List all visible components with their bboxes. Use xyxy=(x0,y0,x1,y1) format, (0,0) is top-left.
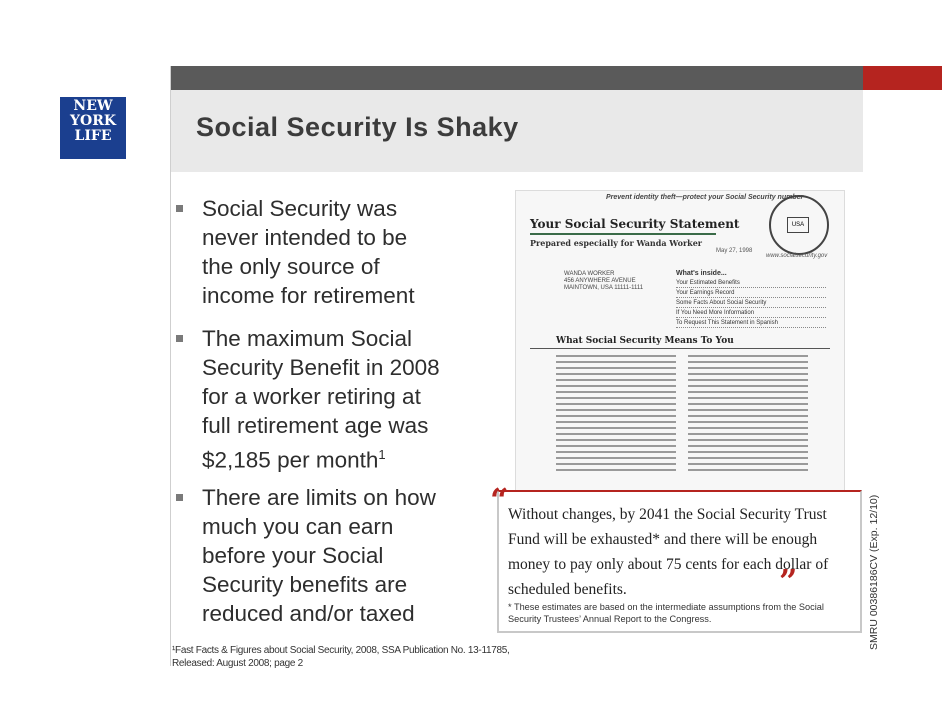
footnote-line-1: ¹Fast Facts & Figures about Social Security, 2008, SSA Publication No. 13-11785, xyxy=(172,645,510,656)
bullet-3-line-2: much you can earn xyxy=(202,514,394,539)
bullet-marker xyxy=(176,335,183,342)
statement-text-column-right xyxy=(688,355,808,485)
footnote-ref: 1 xyxy=(378,447,386,462)
header-bar xyxy=(170,66,863,90)
bullet-2-line-5 xyxy=(202,440,440,475)
contents-item: Your Estimated Benefits xyxy=(676,279,826,288)
bullet-3-line-4: Security benefits are xyxy=(202,572,408,597)
side-code: SMRU 00386186CV (Exp. 12/10) xyxy=(868,494,880,650)
bullet-3-line-1: There are limits on how xyxy=(202,485,436,510)
statement-prepared: Prepared especially for Wanda Worker xyxy=(530,238,703,248)
bullet-1-line-1: Social Security was xyxy=(202,196,398,221)
statement-date: May 27, 1998 xyxy=(716,248,753,254)
ssa-seal-icon xyxy=(769,195,829,255)
bullet-marker xyxy=(176,205,183,212)
statement-text-column-left xyxy=(556,355,676,485)
bullet-2-line-2: Security Benefit in 2008 xyxy=(202,355,440,380)
social-security-statement-image xyxy=(515,190,845,492)
address-line: WANDA WORKER xyxy=(564,271,615,277)
bullet-2-text xyxy=(202,324,440,475)
bullet-3-line-5: reduced and/or taxed xyxy=(202,601,415,626)
footnote-line-2: Released: August 2008; page 2 xyxy=(172,658,303,669)
bullet-1-line-3: the only source of xyxy=(202,254,380,279)
header-accent-bar xyxy=(863,66,942,90)
divider-line xyxy=(170,66,171,666)
bullet-marker xyxy=(176,494,183,501)
address-line: 456 ANYWHERE AVENUE xyxy=(564,278,636,284)
seal-usa-text: USA xyxy=(787,217,809,233)
open-quote-mark: “ xyxy=(490,481,509,519)
contents-item: Some Facts About Social Security xyxy=(676,299,826,308)
bullet-2-line-3: for a worker retiring at xyxy=(202,384,421,409)
footnote xyxy=(172,644,510,670)
statement-heading: Your Social Security Statement xyxy=(530,217,740,231)
slide-title: Social Security Is Shaky xyxy=(196,112,519,142)
bullet-1-text xyxy=(202,194,415,310)
new-york-life-logo xyxy=(60,97,126,159)
contents-item: To Request This Statement in Spanish xyxy=(676,319,826,328)
bullet-2-line-5-text: $2,185 per month xyxy=(202,447,379,473)
close-quote-mark: ” xyxy=(779,562,798,600)
logo-line-2: YORK xyxy=(70,113,116,129)
logo-line-1: NEW xyxy=(73,98,113,114)
statement-address xyxy=(564,271,643,292)
bullet-2-line-1: The maximum Social xyxy=(202,326,413,351)
statement-top-line: Prevent identity theft—protect your Social Security number xyxy=(606,194,804,201)
bullet-1-line-2: never intended to be xyxy=(202,225,408,250)
contents-item: Your Earnings Record xyxy=(676,289,826,298)
contents-title: What's inside... xyxy=(676,270,727,277)
statement-section-rule xyxy=(530,348,830,349)
bullet-2-line-4: full retirement age was xyxy=(202,413,429,438)
bullet-1-line-4: income for retirement xyxy=(202,283,415,308)
statement-website: www.socialsecurity.gov xyxy=(766,253,828,259)
quote-text: Without changes, by 2041 the Social Security Trust Fund will be exhausted* and there will be enough money to pay only about 75 cents for each dollar of scheduled benefits. xyxy=(508,506,829,598)
address-line: MAINTOWN, USA 11111-1111 xyxy=(564,285,644,291)
bullet-3-line-3: before your Social xyxy=(202,543,384,568)
logo-line-3: LIFE xyxy=(74,128,112,144)
contents-item: If You Need More Information xyxy=(676,309,826,318)
bullet-3-text xyxy=(202,483,436,628)
statement-heading-rule xyxy=(530,233,716,235)
statement-section-title: What Social Security Means To You xyxy=(556,336,734,346)
quote-footnote: * These estimates are based on the intermediate assumptions from the Social Security Trustees’ Annual Report to the Congress. xyxy=(508,602,824,624)
statement-contents xyxy=(676,269,826,329)
